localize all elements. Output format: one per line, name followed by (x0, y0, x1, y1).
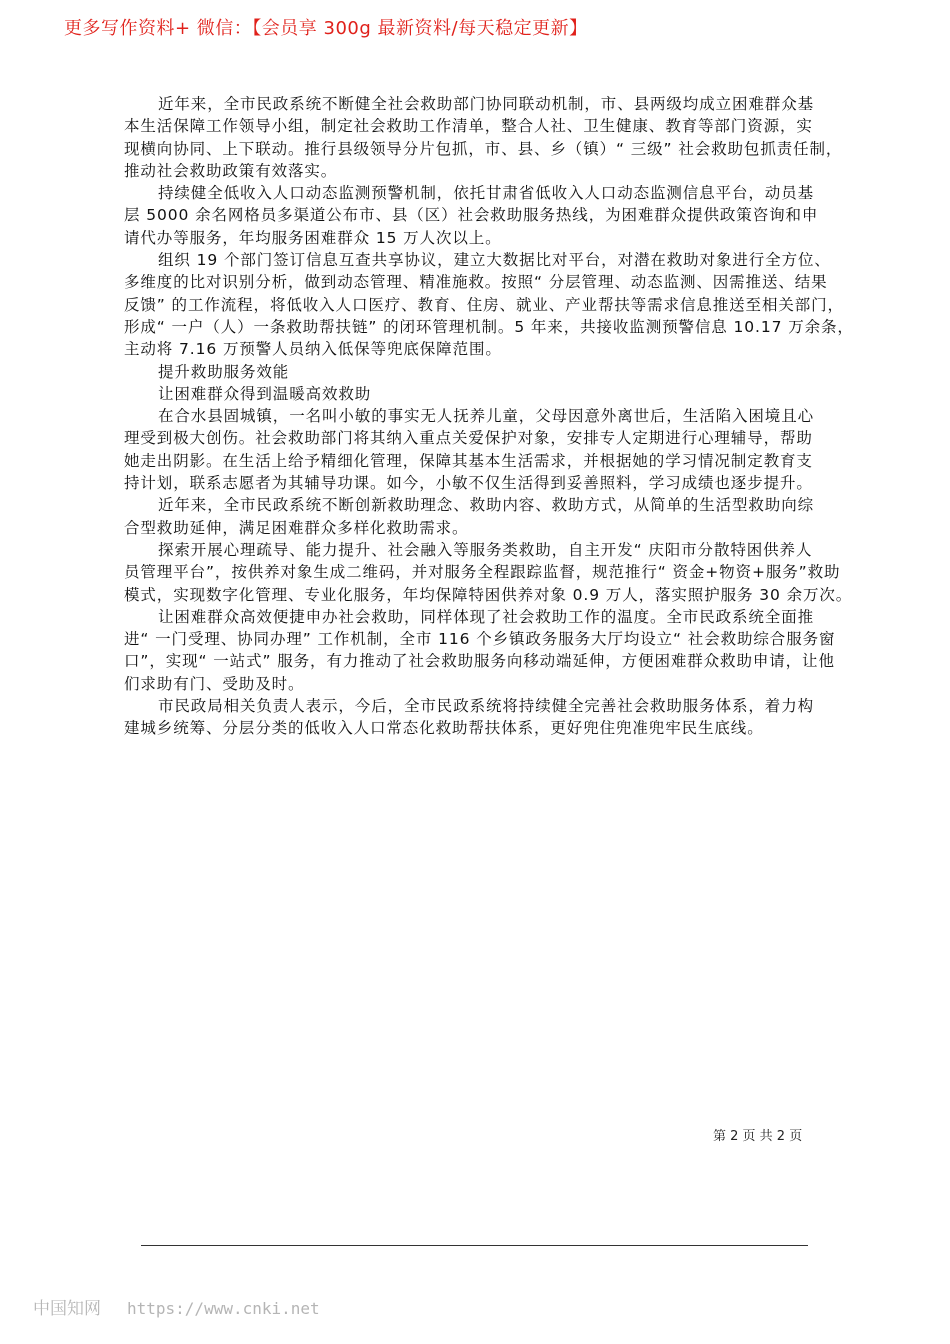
page-indicator: 第 2 页 共 2 页 (713, 1129, 803, 1144)
text-line: 多维度的比对识别分析，做到动态管理、精准施救。按照“ 分层管理、动态监测、因需推送、结果 (124, 273, 828, 292)
text-line: 近年来，全市民政系统不断健全社会救助部门协同联动机制，市、县两级均成立困难群众基 (158, 95, 815, 113)
paragraph (124, 606, 844, 695)
document-body (124, 93, 854, 740)
text-line: 她走出阴影。在生活上给予精细化管理，保障其基本生活需求，并根据她的学习情况制定教育支 (124, 451, 813, 470)
text-line: 在合水县固城镇，一名叫小敏的事实无人抚养儿童，父母因意外离世后，生活陷入困境且心 (158, 407, 815, 426)
watermark-brand: 中国知网 (33, 1299, 101, 1319)
text-line: 现横向协同、上下联动。推行县级领导分片包抓，市、县、乡（镇）“ 三级” 社会救助包抓责任制， (124, 139, 843, 158)
paragraph (124, 539, 853, 606)
paragraph (124, 383, 844, 405)
text-line: 让困难群众高效便捷申办社会救助，同样体现了社会救助工作的温度。全市民政系统全面推 (158, 607, 815, 626)
paragraph (124, 405, 844, 494)
paragraph (124, 182, 844, 249)
text-line: 持计划，联系志愿者为其辅导功课。如今，小敏不仅生活得到妥善照料，学习成绩也逐步提升。 (124, 474, 813, 493)
watermark-url: https://www.cnki.net (127, 1299, 320, 1318)
text-line: 本生活保障工作领导小组，制定社会救助工作清单，整合人社、卫生健康、教育等部门资源，实 (124, 117, 813, 136)
text-line: 理受到极大创伤。社会救助部门将其纳入重点关爱保护对象，安排专人定期进行心理辅导，帮助 (124, 429, 813, 448)
promo-banner: 更多写作资料+ 微信：【会员享 300g 最新资料/每天稳定更新】 (64, 18, 588, 39)
text-line: 组织 19 个部门签订信息互查共享协议，建立大数据比对平台，对潜在救助对象进行全方位、 (158, 251, 831, 270)
text-line: 让困难群众得到温暖高效救助 (158, 384, 372, 403)
text-line: 建城乡统筹、分层分类的低收入人口常态化救助帮扶体系，更好兜住兜准兜牢民生底线。 (124, 719, 764, 738)
text-line: 口”，实现“ 一站式” 服务，有力推动了社会救助服务向移动端延伸，方便困难群众救助申请，让他 (124, 652, 835, 671)
paragraph (124, 494, 844, 539)
paragraph (124, 361, 844, 383)
cnki-watermark (33, 1294, 320, 1319)
text-line: 探索开展心理疏导、能力提升、社会融入等服务类救助，自主开发“ 庆阳市分散特困供养人 (158, 540, 813, 559)
text-line: 员管理平台”，按供养对象生成二维码，并对服务全程跟踪监督，规范推行“ 资金+物资+服务”救助 (124, 563, 841, 582)
paragraph (124, 249, 854, 360)
text-line: 合型救助延伸，满足困难群众多样化救助需求。 (124, 518, 469, 537)
text-line: 模式，实现数字化管理、专业化服务，年均保障特困供养对象 0.9 万人，落实照护服务 30 余万次。 (124, 585, 853, 604)
text-line: 近年来，全市民政系统不断创新救助理念、救助内容、救助方式，从简单的生活型救助向综 (158, 496, 815, 515)
text-line: 反馈” 的工作流程，将低收入人口医疗、教育、住房、就业、产业帮扶等需求信息推送至相关部门， (124, 295, 844, 314)
text-line: 请代办等服务，年均服务困难群众 15 万人次以上。 (124, 228, 502, 247)
footer-divider (141, 1245, 808, 1246)
text-line: 主动将 7.16 万预警人员纳入低保等兜底保障范围。 (124, 340, 502, 359)
paragraph (124, 695, 844, 740)
paragraph (124, 93, 844, 182)
text-line: 进“ 一门受理、协同办理” 工作机制，全市 116 个乡镇政务服务大厅均设立“ 社会救助综合服务窗 (124, 630, 836, 649)
text-line: 市民政局相关负责人表示，今后，全市民政系统将持续健全完善社会救助服务体系，着力构 (158, 697, 815, 716)
text-line: 们求助有门、受助及时。 (124, 674, 305, 693)
text-line: 层 5000 余名网格员多渠道公布市、县（区）社会救助服务热线，为困难群众提供政策咨询和申 (124, 206, 819, 225)
text-line: 持续健全低收入人口动态监测预警机制，依托甘肃省低收入人口动态监测信息平台，动员基 (158, 184, 815, 203)
text-line: 推动社会救助政策有效落实。 (124, 161, 338, 180)
text-line: 形成“ 一户（人）一条救助帮扶链” 的闭环管理机制。5 年来，共接收监测预警信息 10.17 万余条， (124, 317, 854, 336)
text-line: 提升救助服务效能 (158, 362, 290, 381)
